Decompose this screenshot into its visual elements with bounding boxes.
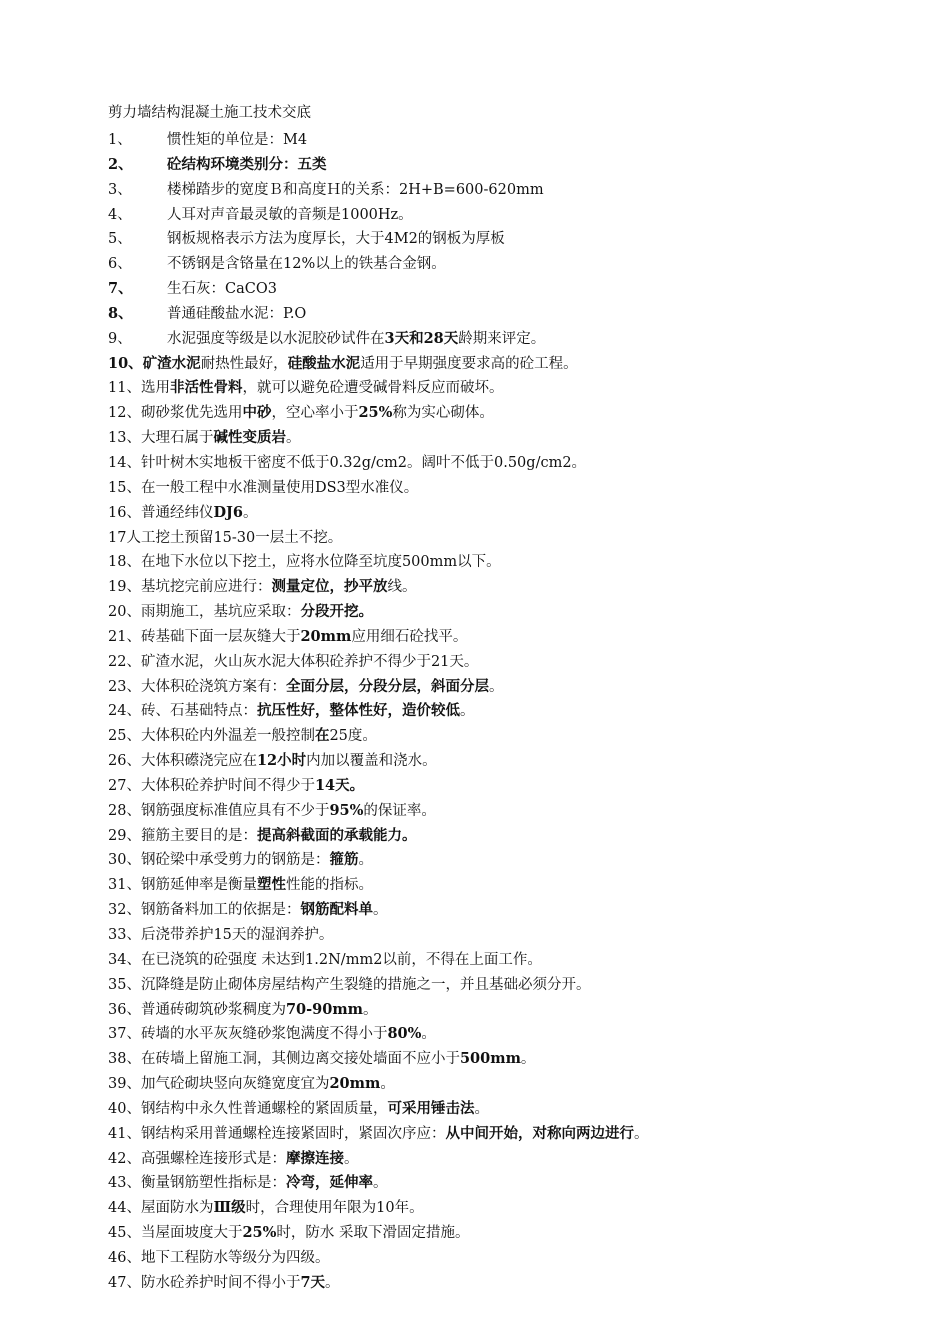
document-line: [108, 824, 928, 849]
bold-text-segment: 非活性骨料: [169, 379, 243, 397]
bold-text-segment: 95%: [329, 801, 364, 819]
line-number: 6、: [108, 256, 132, 273]
document-line: [108, 898, 928, 923]
bold-text-segment: 摩擦连接: [285, 1149, 344, 1167]
document-line: [108, 128, 928, 153]
line-number: 8、: [108, 304, 133, 322]
line-number: 47、: [108, 1274, 141, 1291]
line-number: 36、: [108, 1001, 141, 1018]
text-segment: 。: [325, 1274, 340, 1291]
bold-text-segment: 钢筋配料单: [300, 901, 373, 919]
text-segment: 普通砖砌筑砂浆稠度为: [140, 1001, 286, 1018]
text-segment: 不锈钢是含铬量在12%以上的铁基合金钢。: [167, 256, 446, 273]
line-number: 46、: [108, 1249, 141, 1266]
document-line: [108, 749, 928, 774]
text-segment: 时，防水 采取下滑固定措施。: [276, 1225, 470, 1242]
line-number: 41、: [108, 1125, 141, 1142]
text-segment: 大体积砼浇筑方案有：: [140, 678, 286, 695]
text-segment: 雨期施工，基坑应采取：: [140, 604, 301, 621]
text-segment: 钢筋延伸率是衡量: [140, 877, 257, 894]
bold-text-segment: 在: [314, 727, 330, 745]
document-line: [108, 1246, 928, 1271]
document-title: 剪力墙结构混凝土施工技术交底: [108, 105, 311, 121]
text-segment: 性能的指标。: [285, 877, 373, 894]
document-line: [108, 376, 928, 401]
bold-text-segment: 硅酸盐水泥: [287, 354, 361, 372]
bold-text-segment: 五类: [297, 155, 327, 173]
text-segment: 砌砂浆优先选用: [140, 405, 243, 422]
document-line: [108, 1047, 928, 1072]
line-number: 34、: [108, 951, 141, 968]
line-number: 35、: [108, 976, 141, 993]
line-number: 44、: [108, 1200, 141, 1217]
document-line: [108, 675, 928, 700]
line-number: 43、: [108, 1175, 141, 1192]
document-line: [108, 1221, 928, 1246]
bold-text-segment: 14天。: [314, 776, 365, 794]
bold-text-segment: 20mm: [300, 627, 352, 645]
line-number: 42、: [108, 1150, 141, 1167]
text-segment: 防水砼养护时间不得小于: [140, 1274, 301, 1291]
text-segment: 在一般工程中水准测量使用DS3型水准仪。: [140, 479, 419, 496]
line-number: 37、: [108, 1026, 141, 1043]
document-line: [108, 327, 928, 352]
line-number: 12、: [108, 405, 141, 422]
text-segment: 高强螺栓连接形式是：: [140, 1150, 286, 1167]
line-number: 38、: [108, 1051, 141, 1068]
document-line: [108, 973, 928, 998]
text-segment: 耐热性最好，: [200, 355, 288, 372]
document-line: [108, 923, 928, 948]
text-segment: 。: [372, 902, 388, 919]
text-segment: 人工挖土预留15-30一层土不挖。: [126, 529, 343, 546]
text-segment: 地下工程防水等级分为四级。: [140, 1249, 330, 1266]
text-segment: 。: [488, 678, 504, 695]
line-number: 28、: [108, 802, 141, 819]
text-segment: 在地下水位以下挖土，应将水位降至坑度500mm以下。: [140, 554, 501, 571]
text-segment: 钢板规格表示方法为度厚长，大于4M2的钢板为厚板: [167, 231, 505, 248]
text-segment: 当屋面坡度大于: [140, 1225, 243, 1242]
text-segment: 人耳对声音最灵敏的音频是1000Hz。: [167, 206, 413, 223]
line-number: 21、: [108, 628, 141, 645]
line-number: 23、: [108, 678, 141, 695]
document-line: [108, 550, 928, 575]
document-line: [108, 699, 928, 724]
document-line: [108, 1196, 928, 1221]
text-segment: 线。: [387, 579, 417, 596]
text-segment: 屋面防水为: [140, 1200, 214, 1217]
bold-text-segment: 抗压性好，整体性好，造价较低: [256, 702, 460, 720]
bold-text-segment: 从中间开始，对称向两边进行: [445, 1124, 634, 1142]
bold-text-segment: 测量定位，抄平放: [271, 578, 388, 596]
text-segment: 沉降缝是防止砌体房屋结构产生裂缝的措施之一，并且基础必须分开。: [140, 976, 591, 993]
line-number: 16、: [108, 504, 141, 521]
text-segment: 针叶树木实地板干密度不低于0.32g/cm2。阔叶不低于0.50g/cm2。: [140, 454, 587, 471]
document-line: [108, 724, 928, 749]
bold-text-segment: 20mm: [329, 1075, 381, 1093]
document-line: [108, 1271, 928, 1296]
document-line: [108, 600, 928, 625]
document-line: [108, 401, 928, 426]
document-line: [108, 774, 928, 799]
bold-text-segment: 砼结构环境类别分：: [167, 155, 298, 173]
text-segment: 。: [242, 504, 258, 521]
text-segment: 普通经纬仪: [140, 504, 214, 521]
bold-text-segment: 25%: [358, 404, 393, 422]
text-segment: 砖墙的水平灰灰缝砂浆饱满度不得小于: [140, 1026, 388, 1043]
text-segment: 。: [474, 1100, 489, 1117]
text-segment: 在已浇筑的砼强度 未达到1.2N/mm2以前，不得在上面工作。: [140, 951, 542, 968]
text-segment: 。: [285, 430, 301, 447]
line-number: 5、: [108, 231, 132, 248]
document-line: [108, 252, 928, 277]
text-segment: 砖基础下面一层灰缝大于: [140, 628, 301, 645]
text-segment: 后浇带养护15天的湿润养护。: [140, 927, 334, 943]
bold-text-segment: 80%: [387, 1025, 422, 1043]
document-line: [108, 501, 928, 526]
line-number: 19、: [108, 579, 141, 596]
document-line: [108, 1122, 928, 1147]
document-line: [108, 203, 928, 228]
line-number: 33、: [108, 927, 141, 943]
line-number: 20、: [108, 604, 141, 621]
bold-text-segment: 可采用锤击法: [387, 1099, 475, 1117]
document-line: [108, 799, 928, 824]
document-line: [108, 153, 928, 178]
line-number: 25、: [108, 728, 141, 745]
document-line: [108, 476, 928, 501]
text-segment: 箍筋主要目的是：: [140, 827, 257, 844]
text-segment: 钢筋备料加工的依据是：: [140, 902, 301, 919]
text-segment: ，就可以避免砼遭受碱骨料反应而破坏。: [242, 380, 504, 397]
document-line: [108, 1171, 928, 1196]
text-segment: 钢砼梁中承受剪力的钢筋是：: [140, 852, 330, 869]
bold-text-segment: 70-90mm: [285, 1000, 364, 1018]
line-number: 1、: [108, 132, 132, 148]
document-line: [108, 227, 928, 252]
line-number: 39、: [108, 1076, 141, 1093]
text-segment: 。: [363, 1001, 378, 1018]
line-number: 9、: [108, 330, 132, 347]
line-number: 32、: [108, 902, 141, 919]
text-segment: 生石灰：CaCO3: [167, 281, 277, 298]
document-line: [108, 178, 928, 203]
document-line: [108, 451, 928, 476]
line-number: 7、: [108, 280, 133, 298]
line-number: 24、: [108, 703, 141, 720]
line-number: 22、: [108, 653, 141, 670]
text-segment: 时，合理使用年限为10年。: [245, 1200, 424, 1217]
text-segment: 惯性矩的单位是：M4: [167, 132, 308, 148]
text-segment: 钢筋强度标准值应具有不少于: [140, 802, 330, 819]
text-segment: 楼梯踏步的宽度Ｂ和高度Ｈ的关系：2H+B=600-620mm: [167, 181, 544, 198]
line-number: 10、: [108, 354, 143, 372]
text-segment: 。: [372, 1175, 388, 1192]
text-segment: 。: [343, 1150, 359, 1167]
line-number: 4、: [108, 206, 132, 223]
text-segment: 的保证率。: [363, 802, 436, 819]
line-number: 26、: [108, 753, 141, 770]
text-segment: 普通硅酸盐水泥：P.O: [167, 305, 307, 322]
document-line: [108, 352, 928, 377]
document-line: [108, 848, 928, 873]
line-number: 2、: [108, 155, 133, 173]
text-segment: ，空心率小于: [271, 405, 359, 422]
line-number: 15、: [108, 479, 141, 496]
text-segment: 基坑挖完前应进行：: [140, 579, 272, 596]
document-line: [108, 426, 928, 451]
text-segment: 衡量钢筋塑性指标是：: [140, 1175, 286, 1192]
text-segment: 钢结构采用普通螺栓连接紧固时，紧固次序应：: [140, 1125, 446, 1142]
bold-text-segment: 箍筋: [329, 851, 359, 869]
document-line: [108, 1147, 928, 1172]
line-number: 17: [108, 529, 127, 546]
text-segment: 。: [633, 1125, 649, 1142]
text-segment: 。: [380, 1076, 395, 1093]
document-line: [108, 526, 928, 551]
document-line: [108, 650, 928, 675]
text-segment: 。: [421, 1026, 436, 1043]
text-segment: 25度。: [329, 728, 377, 745]
bold-text-segment: 12小时: [256, 752, 307, 770]
line-number: 14、: [108, 454, 141, 471]
text-segment: 选用: [140, 380, 170, 397]
text-segment: 龄期来评定。: [458, 330, 546, 347]
text-segment: 大体积礤浇完应在: [140, 753, 257, 770]
text-segment: 矿渣水泥，火山灰水泥大体积砼养护不得少于21天。: [140, 653, 479, 670]
text-segment: 钢结构中永久性普通螺栓的紧固质量，: [140, 1100, 388, 1117]
text-segment: 。: [459, 703, 475, 720]
line-number: 11、: [108, 380, 141, 397]
text-segment: 。: [358, 852, 373, 869]
line-number: 29、: [108, 827, 141, 844]
line-number: 40、: [108, 1100, 141, 1117]
bold-text-segment: 中砂: [242, 404, 272, 422]
line-number: 45、: [108, 1225, 141, 1242]
bold-text-segment: 3天和28天: [384, 329, 459, 347]
document-line: [108, 998, 928, 1023]
document-line: [108, 948, 928, 973]
document-line: [108, 575, 928, 600]
bold-text-segment: 25%: [242, 1224, 277, 1242]
line-number: 13、: [108, 430, 141, 447]
document-line: [108, 1097, 928, 1122]
document-line: [108, 625, 928, 650]
line-number: 3、: [108, 181, 132, 198]
line-number: 27、: [108, 777, 141, 794]
bold-text-segment: 提高斜截面的承载能力。: [256, 826, 417, 844]
document-line: [108, 1072, 928, 1097]
text-segment: 内加以覆盖和浇水。: [306, 753, 437, 770]
bold-text-segment: 矿渣水泥: [142, 354, 201, 372]
text-segment: 大体积砼内外温差一般控制: [140, 728, 315, 745]
text-segment: 砖、石基础特点：: [140, 703, 257, 720]
line-number: 31、: [108, 877, 141, 894]
document-lines: [108, 128, 928, 1296]
text-segment: 适用于早期强度要求高的砼工程。: [360, 355, 578, 372]
bold-text-segment: Ⅲ级: [213, 1199, 246, 1217]
document-line: [108, 302, 928, 327]
text-segment: 应用细石砼找平。: [351, 628, 468, 645]
text-segment: 。: [520, 1051, 536, 1068]
bold-text-segment: 500mm: [459, 1050, 521, 1068]
bold-text-segment: 分段开挖。: [300, 603, 373, 621]
text-segment: 水泥强度等级是以水泥胶砂试件在: [167, 330, 385, 347]
bold-text-segment: 7天: [300, 1273, 326, 1291]
text-segment: 称为实心砌体。: [392, 405, 494, 422]
text-segment: 大体积砼养护时间不得少于: [140, 777, 315, 794]
bold-text-segment: 塑性: [256, 876, 286, 894]
bold-text-segment: 碱性变质岩: [213, 429, 286, 447]
text-segment: 大理石属于: [140, 430, 214, 447]
text-segment: 加气砼砌块竖向灰缝宽度宜为: [140, 1076, 330, 1093]
bold-text-segment: 全面分层，分段分层，斜面分层: [285, 677, 489, 695]
bold-text-segment: DJ6: [213, 503, 243, 521]
document-line: [108, 873, 928, 898]
bold-text-segment: 冷弯，延伸率: [285, 1174, 373, 1192]
document-line: [108, 1022, 928, 1047]
line-number: 30、: [108, 852, 141, 869]
document-line: [108, 277, 928, 302]
text-segment: 在砖墙上留施工洞，其侧边离交接处墙面不应小于: [140, 1051, 460, 1068]
line-number: 18、: [108, 554, 141, 571]
